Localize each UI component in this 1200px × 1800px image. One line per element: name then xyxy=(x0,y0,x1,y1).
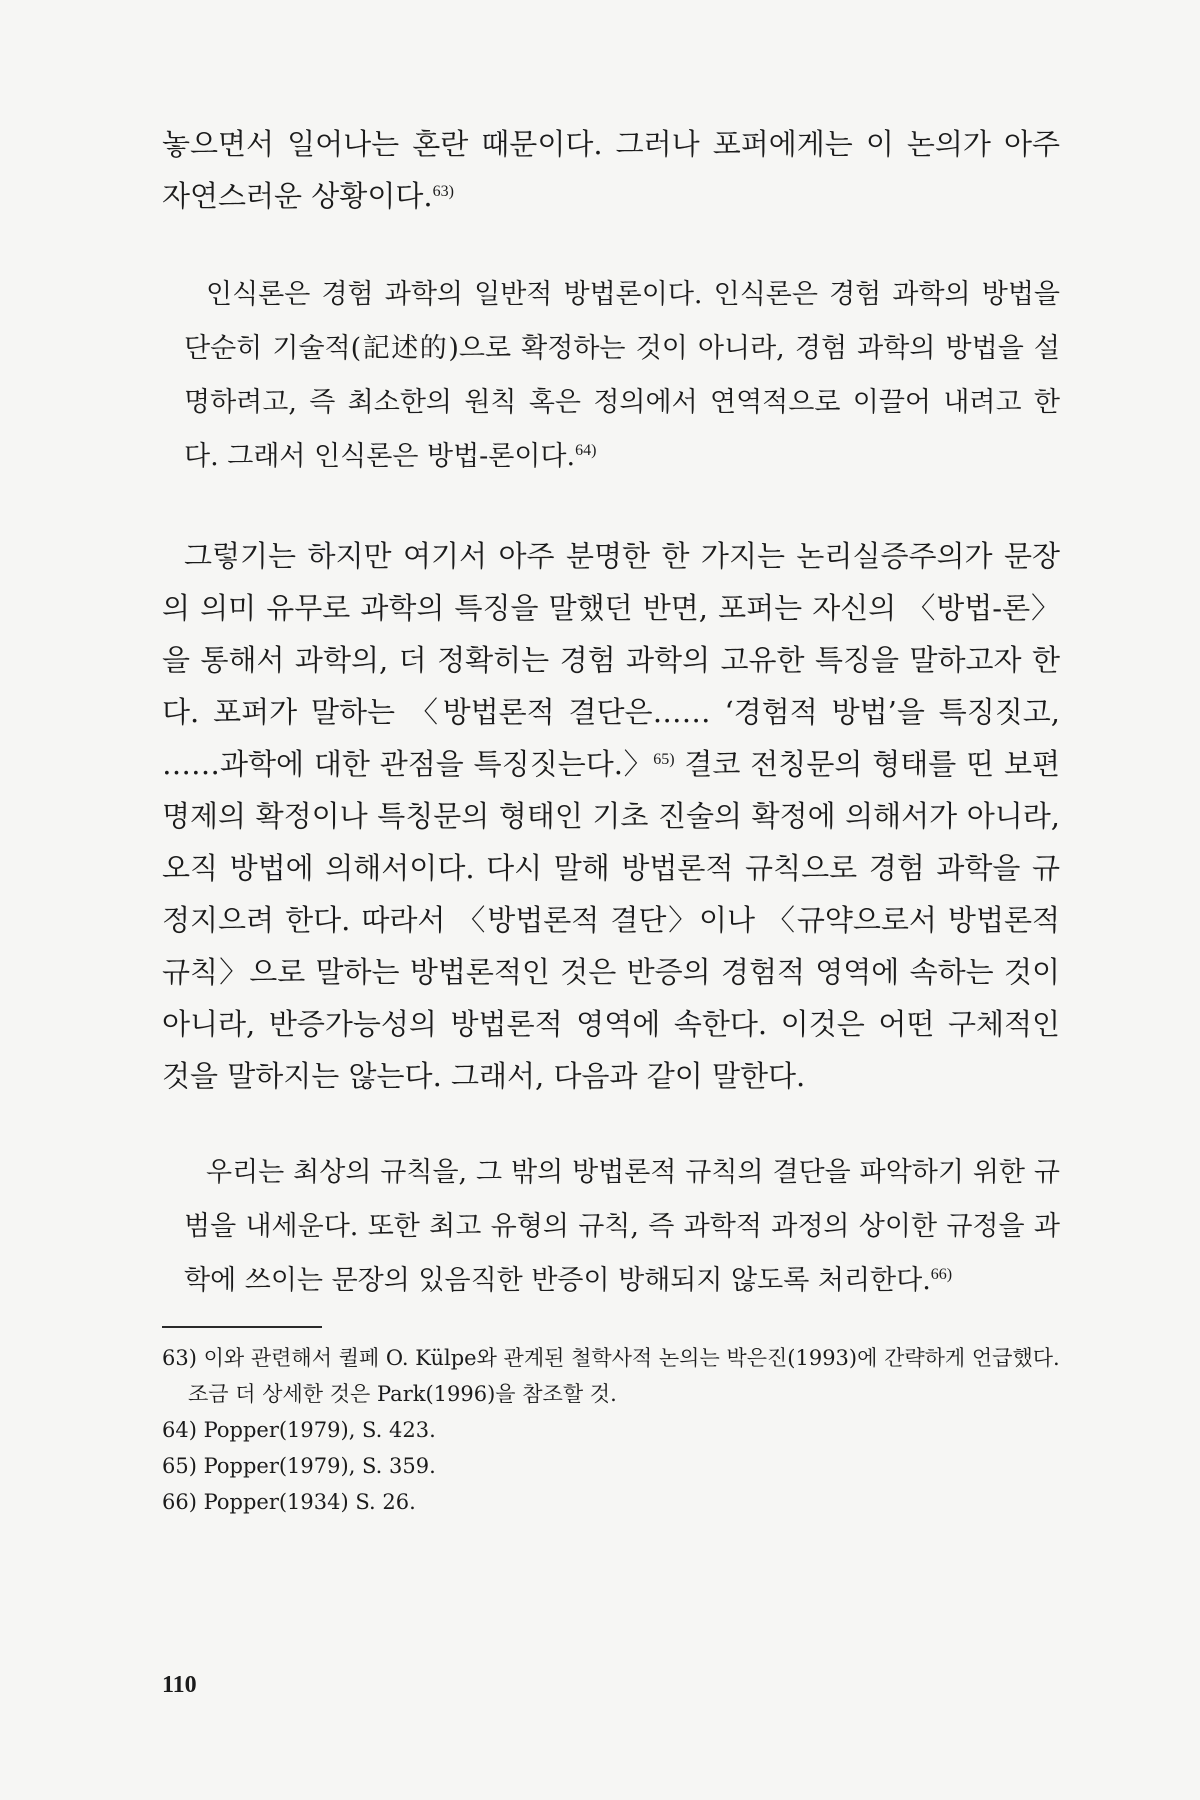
quote-text: 우리는 최상의 규칙을, 그 밖의 방법론적 규칙의 결단을 파악하기 위한 규범을 내세운다. 또한 최고 유형의 규칙, 즉 과학적 과정의 상이한 규정을 과학에 쓰이는 문장의 있음직한 반증이 방해되지 않도록 처리한다. xyxy=(184,1157,1060,1296)
footnote-66: 66) Popper(1934) S. 26. xyxy=(162,1490,416,1514)
block-quote-rules xyxy=(184,1146,1060,1308)
block-quote-epistemology xyxy=(184,268,1060,484)
paragraph-text-part-2: 결코 전칭문의 형태를 띤 보편 명제의 확정이나 특칭문의 형태인 기초 진술의 확정에 의해서가 아니라, 오직 방법에 의해서이다. 다시 말해 방법론적 규칙으로 경험 과학을 규정지으려 한다. 따라서 〈방법론적 결단〉이나 〈규약으로서 방법론적 규칙〉으로 말하는 방법론적인 것은 반증의 경험적 영역에 속하는 것이 아니라, 반증가능성의 방법론적 영역에 속한다. 이것은 어떤 구체적인 것을 말하지는 않는다. 그래서, 다음과 같이 말한다. xyxy=(162,747,1060,1093)
page-body xyxy=(162,118,1060,1520)
footnote-ref-63[interactable]: 63) xyxy=(432,183,454,200)
page-number: 110 xyxy=(162,1672,197,1698)
footnote-ref-64[interactable]: 64) xyxy=(575,442,597,459)
footnotes xyxy=(162,1340,1060,1520)
footnote-63: 63) 이와 관련해서 퀼페 O. Külpe와 관계된 철학사적 논의는 박은진(1993)에 간략하게 언급했다. 조금 더 상세한 것은 Park(1996)을 참조할 것. xyxy=(162,1346,1060,1406)
paragraph-text-part-1: 그렇기는 하지만 여기서 아주 분명한 한 가지는 논리실증주의가 문장의 의미 유무로 과학의 특징을 말했던 반면, 포퍼는 자신의 〈방법-론〉을 통해서 과학의, 더 정확히는 경험 과학의 고유한 특징을 말하고자 한다. 포퍼가 말하는 〈방법론적 결단은…… ‘경험적 방법’을 특징짓고, ……과학에 대한 관점을 특징짓는다.〉 xyxy=(162,539,1060,781)
footnote-65: 65) Popper(1979), S. 359. xyxy=(162,1454,436,1478)
footnote-64: 64) Popper(1979), S. 423. xyxy=(162,1418,436,1442)
quote-text: 인식론은 경험 과학의 일반적 방법론이다. 인식론은 경험 과학의 방법을 단순히 기술적(記述的)으로 확정하는 것이 아니라, 경험 과학의 방법을 설명하려고, 즉 최소한의 원칙 혹은 정의에서 연역적으로 이끌어 내려고 한다. 그래서 인식론은 방법-론이다. xyxy=(184,279,1060,472)
footnote-ref-65[interactable]: 65) xyxy=(653,751,675,768)
paragraph-intro xyxy=(162,118,1060,222)
footnote-divider xyxy=(162,1326,322,1328)
paragraph-methodology xyxy=(162,530,1060,1102)
footnote-ref-66[interactable]: 66) xyxy=(930,1266,953,1283)
paragraph-text: 놓으면서 일어나는 혼란 때문이다. 그러나 포퍼에게는 이 논의가 아주 자연스러운 상황이다. xyxy=(162,127,1060,213)
